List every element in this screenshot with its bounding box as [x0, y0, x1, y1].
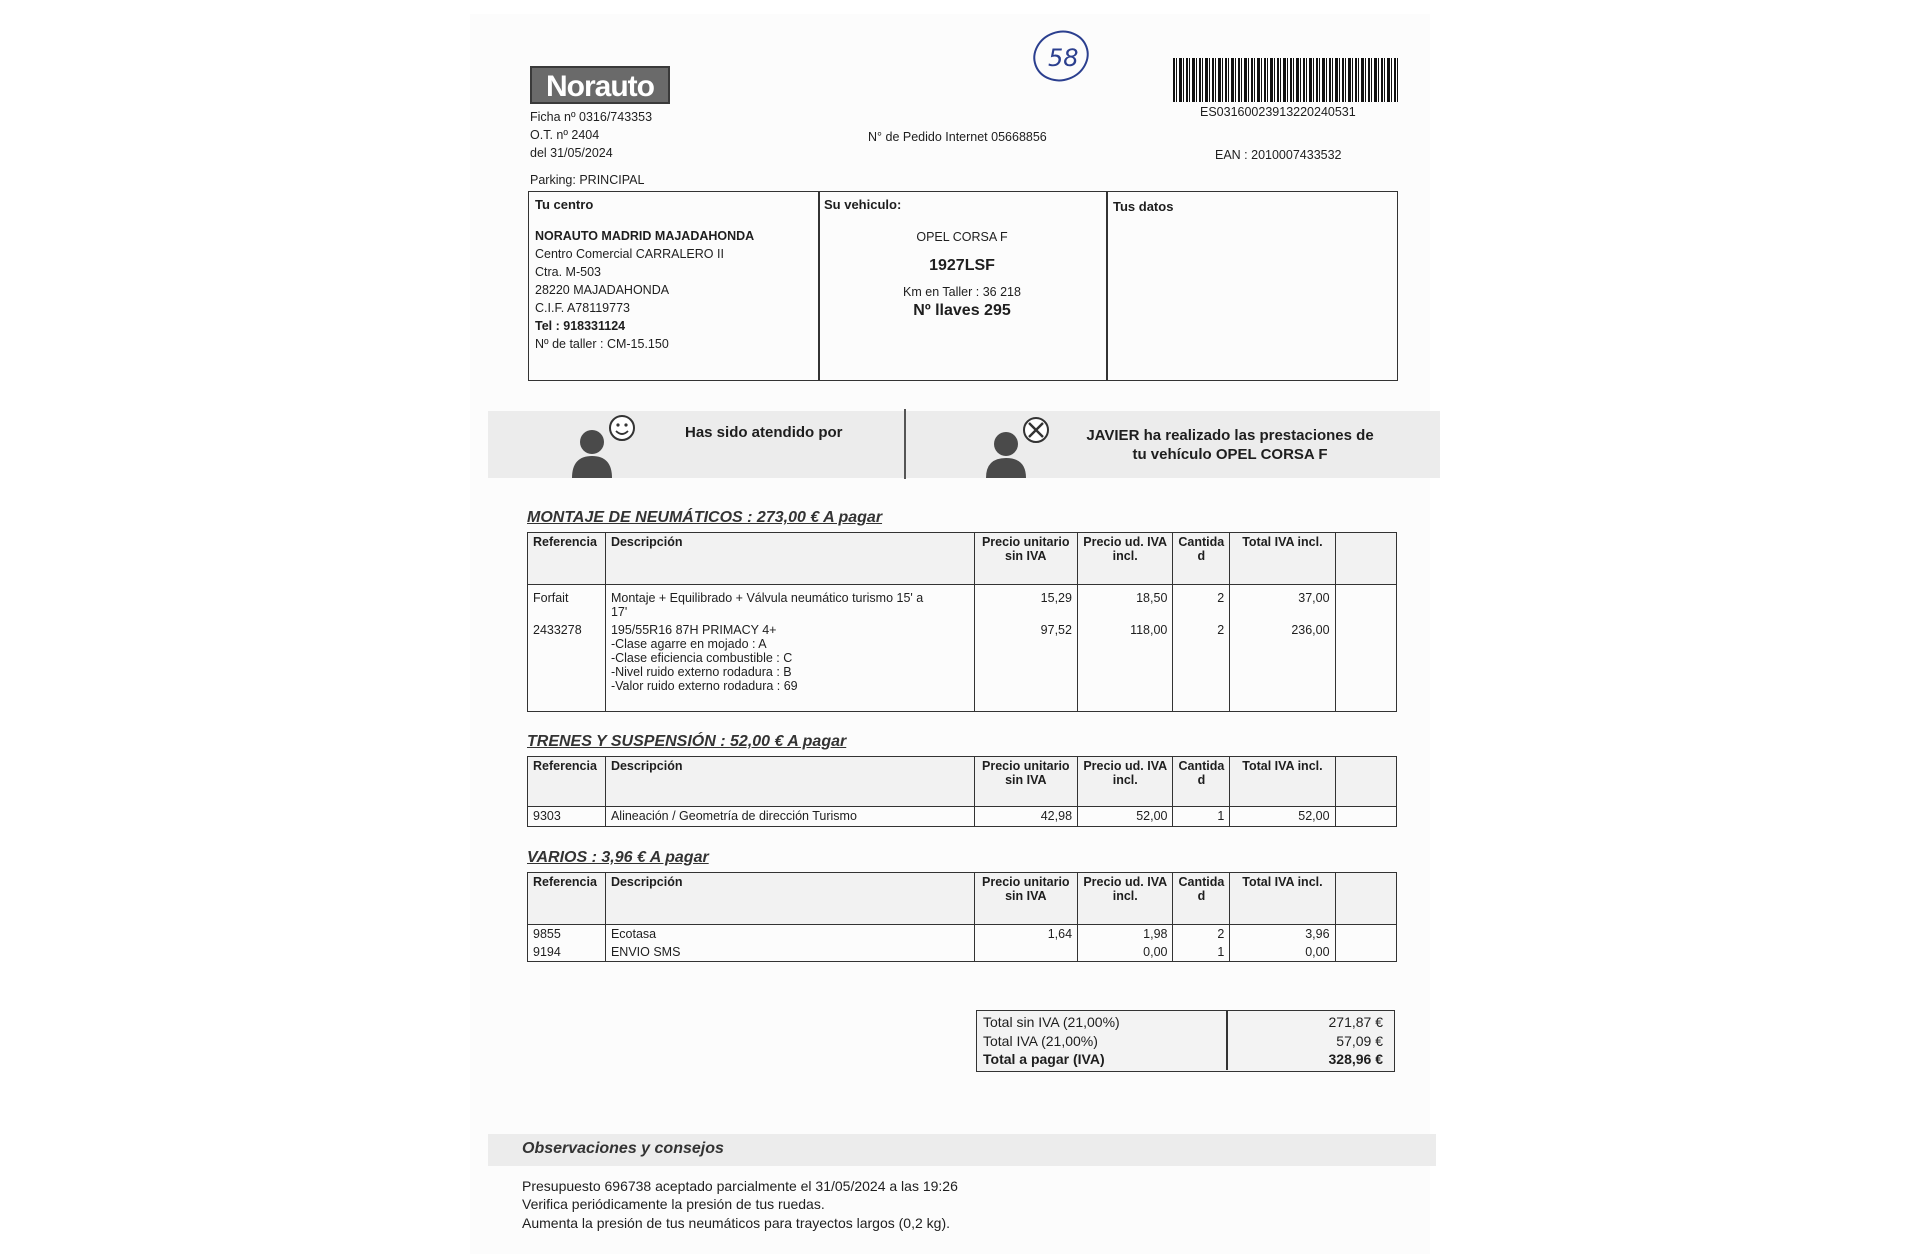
- svg-text:58: 58: [1048, 44, 1079, 72]
- mechanic-person-icon: [984, 412, 1054, 478]
- header-pu: Precio unitario sin IVA: [974, 533, 1077, 585]
- table-montaje: [527, 532, 1397, 712]
- totals-box: [976, 1010, 1395, 1072]
- barcode-number: ES03160023913220240531: [1200, 105, 1356, 119]
- vehiculo-llaves: Nº llaves 295: [913, 302, 1011, 319]
- mechanic-text: [1060, 426, 1400, 464]
- centro-taller: Nº de taller : CM-15.150: [535, 337, 669, 351]
- header-pi: Precio ud. IVA incl.: [1077, 533, 1172, 585]
- observaciones-line-1: Presupuesto 696738 aceptado parcialmente el 31/05/2024 a las 19:26: [522, 1178, 958, 1194]
- handwritten-mark-icon: [1030, 26, 1092, 86]
- header-cant: Cantida d: [1173, 533, 1230, 585]
- section-title-trenes: TRENES Y SUSPENSIÓN : 52,00 € A pagar: [527, 733, 847, 750]
- table-header-row: [528, 533, 1397, 585]
- ot-number: O.T. nº 2404: [530, 128, 600, 142]
- table-trenes: [527, 756, 1397, 827]
- table-row: 9303 Alineación / Geometría de dirección Turismo 42,98 52,00 1 52,00: [528, 807, 1397, 827]
- norauto-logo: Norauto: [530, 66, 670, 104]
- total-iva: Total IVA (21,00%) 57,09 €: [983, 1033, 1383, 1049]
- vehiculo-model: OPEL CORSA F: [916, 230, 1008, 244]
- ficha-number: Ficha nº 0316/743353: [530, 110, 653, 124]
- centro-address-2: Ctra. M-503: [535, 265, 601, 279]
- table-row: 9855 Ecotasa 1,64 1,98 2 3,96: [528, 925, 1397, 944]
- total-a-pagar: Total a pagar (IVA) 328,96 €: [983, 1051, 1383, 1067]
- smiley-person-icon: [570, 412, 640, 478]
- table-row: 9194 ENVIO SMS 0,00 1 0,00: [528, 943, 1397, 962]
- table-header-row: Referencia Descripción Precio unitario sin IVA Precio ud. IVA incl. Cantida d Total IVA incl.: [528, 873, 1397, 925]
- centro-cif: C.I.F. A78119773: [535, 301, 630, 315]
- vehiculo-plate: 1927LSF: [929, 257, 995, 274]
- header-ref: Referencia: [528, 533, 606, 585]
- vehiculo-label: Su vehiculo:: [824, 197, 902, 212]
- table-varios: [527, 872, 1397, 962]
- centro-address-3: 28220 MAJADAHONDA: [535, 283, 670, 297]
- vehiculo-km: Km en Taller : 36 218: [903, 285, 1021, 299]
- parking: Parking: PRINCIPAL: [530, 173, 645, 187]
- observaciones-line-3: Aumenta la presión de tus neumáticos para trayectos largos (0,2 kg).: [522, 1215, 950, 1231]
- centro-name: NORAUTO MADRID MAJADAHONDA: [535, 229, 755, 243]
- table-row: 2433278 195/55R16 87H PRIMACY 4+ -Clase agarre en mojado : A -Clase eficiencia combustible : C -Nivel ruido externo rodadura : B -Valor ruido externo rodadura : 69 97,52 118,00 2 236,00: [528, 621, 1397, 711]
- header-total: Total IVA incl.: [1230, 533, 1335, 585]
- datos-label: Tus datos: [1113, 199, 1174, 214]
- table-row: Forfait Montaje + Equilibrado + Válvula neumático turismo 15' a 17' 15,29 18,50 2 37,00: [528, 585, 1397, 622]
- attended-by-text: Has sido atendido por: [685, 424, 843, 441]
- centro-label: Tu centro: [535, 197, 594, 212]
- section-title-varios: VARIOS : 3,96 € A pagar: [527, 849, 709, 866]
- mechanic-line-2: tu vehículo OPEL CORSA F: [1132, 446, 1328, 463]
- header-desc: Descripción: [605, 533, 974, 585]
- order-date: del 31/05/2024: [530, 146, 613, 160]
- ean-code: EAN : 2010007433532: [1215, 148, 1342, 162]
- internet-order-number: N° de Pedido Internet 05668856: [868, 130, 1047, 144]
- barcode: [1173, 58, 1400, 102]
- centro-tel: Tel : 918331124: [535, 319, 626, 333]
- header-empty: [1335, 533, 1396, 585]
- observaciones-title: Observaciones y consejos: [522, 1140, 724, 1157]
- observaciones-line-2: Verifica periódicamente la presión de tus ruedas.: [522, 1196, 825, 1212]
- table-header-row: Referencia Descripción Precio unitario sin IVA Precio ud. IVA incl. Cantida d Total IVA incl.: [528, 757, 1397, 807]
- mechanic-line-1: JAVIER ha realizado las prestaciones de: [1086, 427, 1374, 444]
- centro-address-1: Centro Comercial CARRALERO II: [535, 247, 724, 261]
- section-title-montaje: MONTAJE DE NEUMÁTICOS : 273,00 € A pagar: [527, 509, 883, 526]
- total-sin-iva: Total sin IVA (21,00%) 271,87 €: [983, 1014, 1383, 1030]
